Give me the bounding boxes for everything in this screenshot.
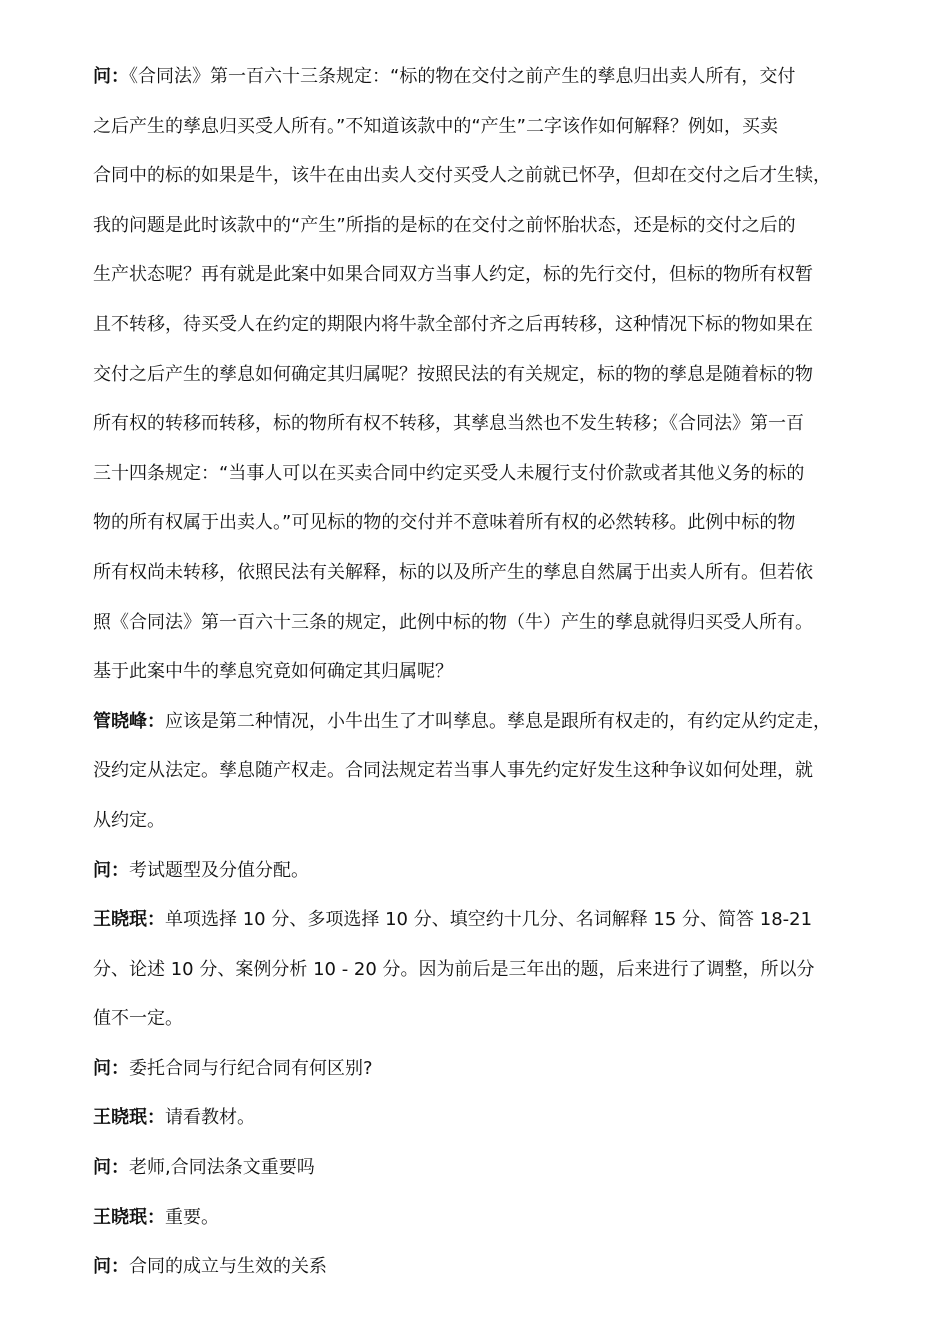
text-line <box>93 449 868 499</box>
line-text: 应该是第二种情况，小牛出生了才叫孳息。孳息是跟所有权走的，有约定从约定走， <box>165 710 831 732</box>
speaker-label: 问： <box>93 1256 129 1278</box>
line-text: 且不转移，待买受人在约定的期限内将牛款全部付齐之后再转移，这种情况下标的物如果在 <box>93 313 813 335</box>
line-text: 我的问题是此时该款中的“产生”所指的是标的在交付之前怀胎状态，还是标的交付之后的 <box>93 214 796 236</box>
text-line <box>93 1143 868 1193</box>
line-text: 《合同法》第一百六十三条规定：“标的物在交付之前产生的孳息归出卖人所有，交付 <box>129 66 796 87</box>
line-text: 物的所有权属于出卖人。”可见标的物的交付并不意味着所有权的必然转移。此例中标的物 <box>93 512 796 534</box>
text-line <box>93 796 868 846</box>
text-line <box>93 697 868 747</box>
speaker-label: 问： <box>93 859 129 881</box>
line-text: 请看教材。 <box>165 1107 255 1129</box>
speaker-label: 问： <box>93 1157 129 1179</box>
text-line <box>93 994 868 1044</box>
speaker-label: 问： <box>93 66 129 87</box>
line-text: 重要。 <box>165 1206 219 1228</box>
line-text: 从约定。 <box>93 809 165 831</box>
text-line <box>93 598 868 648</box>
line-text: 所有权尚未转移，依照民法有关解释，标的以及所产生的孳息自然属于出卖人所有。但若依 <box>93 561 813 583</box>
text-line <box>93 151 868 201</box>
line-text: 生产状态呢？再有就是此案中如果合同双方当事人约定，标的先行交付，但标的物所有权暂 <box>93 264 813 286</box>
text-line <box>93 1193 868 1243</box>
line-text: 交付之后产生的孳息如何确定其归属呢？按照民法的有关规定，标的物的孳息是随着标的物 <box>93 363 813 385</box>
text-line <box>93 945 868 995</box>
line-text: 单项选择 10 分、多项选择 10 分、填空约十几分、名词解释 15 分、简答 18-21 <box>165 909 813 931</box>
text-line <box>93 895 868 945</box>
text-line <box>93 846 868 896</box>
text-line <box>93 746 868 796</box>
line-text: 委托合同与行纪合同有何区别? <box>129 1057 373 1079</box>
line-text: 考试题型及分值分配。 <box>129 859 309 881</box>
text-line <box>93 1093 868 1143</box>
text-line <box>93 102 868 152</box>
line-text: 之后产生的孳息归买受人所有。”不知道该款中的“产生”二字该作如何解释？例如，买卖 <box>93 115 778 137</box>
line-text: 照《合同法》第一百六十三条的规定，此例中标的物（牛）产生的孳息就得归买受人所有。 <box>93 611 813 633</box>
text-line <box>93 548 868 598</box>
document-page <box>93 52 868 1292</box>
text-line <box>93 1044 868 1094</box>
line-text: 三十四条规定：“当事人可以在买卖合同中约定买受人未履行支付价款或者其他义务的标的 <box>93 462 805 484</box>
text-line <box>93 1242 868 1292</box>
text-line <box>93 250 868 300</box>
line-text: 老师,合同法条文重要吗 <box>129 1157 315 1179</box>
line-text: 没约定从法定。孳息随产权走。合同法规定若当事人事先约定好发生这种争议如何处理，就 <box>93 760 813 782</box>
line-text: 合同中的标的如果是牛，该牛在由出卖人交付买受人之前就已怀孕，但却在交付之后才生犊， <box>93 165 831 187</box>
line-text: 所有权的转移而转移，标的物所有权不转移，其孳息当然也不发生转移；《合同法》第一百 <box>93 413 804 435</box>
line-text: 分、论述 10 分、案例分析 10 - 20 分。因为前后是三年出的题，后来进行了调整，所以分 <box>93 958 815 980</box>
text-line <box>93 399 868 449</box>
speaker-label: 王晓珉： <box>93 909 165 931</box>
line-text: 合同的成立与生效的关系 <box>129 1256 327 1278</box>
text-line <box>93 350 868 400</box>
line-text: 值不一定。 <box>93 1008 183 1030</box>
text-line <box>93 52 868 102</box>
speaker-label: 管晓峰： <box>93 710 165 732</box>
line-text: 基于此案中牛的孳息究竟如何确定其归属呢？ <box>93 661 453 683</box>
text-line <box>93 498 868 548</box>
speaker-label: 问： <box>93 1057 129 1079</box>
speaker-label: 王晓珉： <box>93 1107 165 1129</box>
speaker-label: 王晓珉： <box>93 1206 165 1228</box>
text-line <box>93 201 868 251</box>
text-line <box>93 647 868 697</box>
text-line <box>93 300 868 350</box>
